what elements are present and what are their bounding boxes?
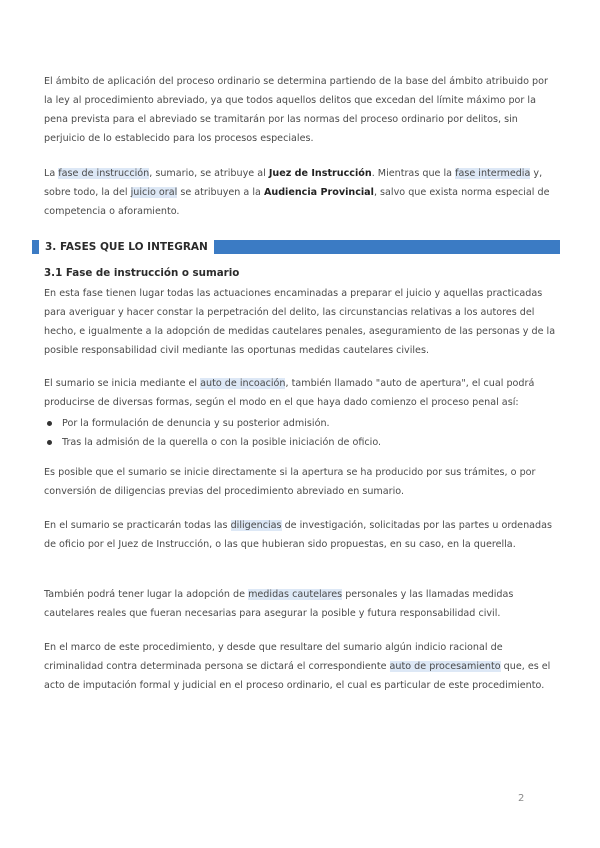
text-run: de investigación, solicitadas por las partes u ordenadas de oficio por el Juez de Instrucción, o las que hubieran sido propuestas, en su caso, en la querella. [44,520,553,550]
highlight-auto-incoacion: auto de incoación [200,378,286,389]
section-bar-fill [214,240,560,254]
section-heading-bar [32,240,560,254]
bold-audiencia-provincial: Audiencia Provincial [263,187,374,198]
text-run: , sumario, se atribuye al [149,168,269,179]
text-run: En el sumario se practicarán todas las [44,520,231,531]
paragraph-ambito: El ámbito de aplicación del proceso ordinario se determina partiendo de la base del ámbito atribuido por la ley al procedimiento abreviado, ya que todos aquellos delitos que excedan del límite máximo por la pena prevista para el abreviado se tramitarán por las normas del proceso ordinario por delitos, sin perjuicio de lo establecido para los procesos especiales. [44,76,548,144]
text-run: La [44,168,59,179]
text-run: El sumario se inicia mediante el [44,378,201,389]
paragraph-procesamiento [44,638,558,695]
paragraph-fase-descripcion: En esta fase tienen lugar todas las actuaciones encaminadas a preparar el juicio y aquellas practicadas para averiguar y hacer constar la perpetración del delito, las circunstancias relativas a los autores del hecho, e igualmente a la adopción de medidas cautelares penales, aseguramiento de las personas y de la posible responsabilidad civil mediante las oportunas medidas cautelares civiles. [44,288,556,356]
list-item: Por la formulación de denuncia y su posterior admisión. [44,414,558,433]
text-run: y, sobre todo, la del [44,168,543,198]
section-bar-lead [32,240,39,254]
highlight-fase-intermedia: fase intermedia [455,168,531,179]
paragraph-inicio-sumario [44,374,558,412]
text-run: , también llamado "auto de apertura", el cual podrá producirse de diversas formas, según el modo en el que haya dado comienzo el proceso penal así: [44,378,535,408]
text-run: , salvo que exista norma especial de competencia o aforamiento. [44,187,550,217]
highlight-auto-procesamiento: auto de procesamiento [389,661,501,672]
highlight-juicio-oral: juicio oral [130,187,178,198]
page-number: 2 [518,793,525,804]
paragraph-diligencias [44,516,558,554]
paragraph-fases [44,164,558,221]
paragraph-apertura: Es posible que el sumario se inicie directamente si la apertura se ha producido por sus trámites, o por conversión de diligencias previas del procedimiento abreviado en sumario. [44,467,536,497]
list-item: Tras la admisión de la querella o con la posible iniciación de oficio. [44,433,558,452]
highlight-diligencias: diligencias [230,520,282,531]
highlight-fase-instruccion: fase de instrucción [58,168,150,179]
section-title: 3. FASES QUE LO INTEGRAN [45,241,208,253]
text-run: . Mientras que la [371,168,456,179]
text-run: personales y las llamadas medidas cautelares reales que fueran necesarias para asegurar la posible y futura responsabilidad civil. [44,589,514,619]
bold-juez-instruccion: Juez de Instrucción [268,168,372,179]
text-run: que, es el acto de imputación formal y judicial en el proceso ordinario, el cual es particular de este procedimiento. [44,661,551,691]
text-run: También podrá tener lugar la adopción de [44,589,249,600]
text-run: En el marco de este procedimiento, y desde que resultare del sumario algún indicio racional de criminalidad contra determinada persona se dictará el correspondiente [44,642,503,672]
paragraph-medidas [44,585,558,623]
highlight-medidas-cautelares: medidas cautelares [248,589,343,600]
bullet-list [44,414,558,452]
subsection-title: 3.1 Fase de instrucción o sumario [44,267,240,279]
text-run: se atribuyen a la [177,187,264,198]
